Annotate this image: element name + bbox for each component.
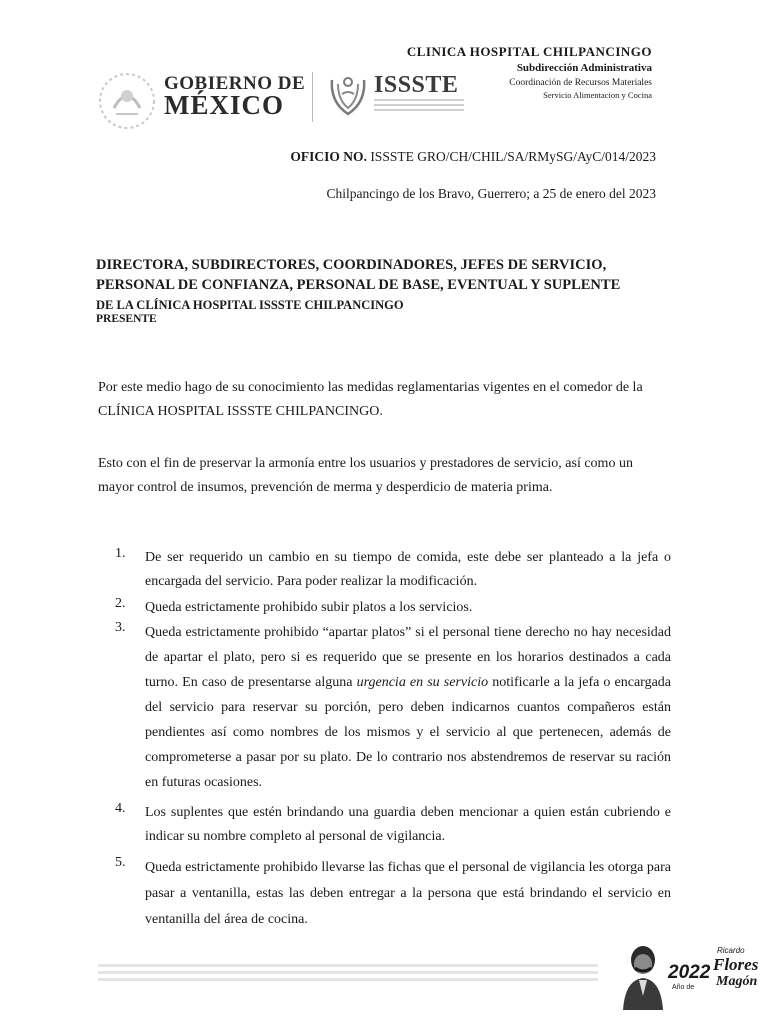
gobierno-line-1: GOBIERNO DE bbox=[164, 73, 306, 94]
body-paragraph-2: Esto con el fin de preservar la armonía entre los usuarios y prestadores de servicio, así como un mayor control de insumos, prevención de merma y desperdicio de materia prima. bbox=[98, 456, 633, 495]
list-item-text: De ser requerido un cambio en su tiempo de comida, este debe ser planteado a la jefa o encargada del servicio. Para poder realizar la modificación. bbox=[145, 550, 671, 589]
seal-ano: Año de bbox=[672, 984, 695, 991]
list-item bbox=[115, 546, 671, 594]
list-item-number: 4. bbox=[115, 801, 126, 816]
recipients-line-2: PERSONAL DE CONFIANZA, PERSONAL DE BASE, EVENTUAL Y SUPLENTE bbox=[96, 277, 621, 293]
clinic-name: CLINICA HOSPITAL CHILPANCINGO bbox=[406, 44, 652, 59]
issste-logo-text: ISSSTE bbox=[374, 72, 459, 98]
issste-logo-icon bbox=[326, 68, 370, 118]
list-item-text: Queda estrictamente prohibido llevarse las fichas que el personal de vigilancia les otorga para pasar a ventanilla, estas las deben entregar a la persona que está brindando el servicio en ventanilla del área de cocina. bbox=[145, 860, 671, 927]
seal-small-text: Ricardo bbox=[717, 946, 745, 955]
oficio-label: OFICIO NO. bbox=[290, 149, 367, 164]
list-item-number: 3. bbox=[115, 620, 126, 635]
rules-list bbox=[115, 546, 671, 933]
logo-divider bbox=[312, 72, 313, 122]
list-item-emphasis: urgencia en su servicio bbox=[356, 675, 489, 690]
recipients-line-1: DIRECTORA, SUBDIRECTORES, COORDINADORES, JEFES DE SERVICIO, bbox=[96, 257, 607, 273]
list-item-text bbox=[145, 620, 671, 795]
gobierno-line-2: MÉXICO bbox=[164, 90, 284, 120]
footer-faded-band bbox=[98, 964, 598, 986]
oficio-number bbox=[290, 149, 656, 165]
list-item bbox=[115, 596, 671, 620]
list-item bbox=[115, 855, 671, 933]
recipients-line-4: PRESENTE bbox=[96, 313, 157, 325]
seal-year: 2022 bbox=[668, 962, 711, 983]
oficio-value: ISSSTE GRO/CH/CHIL/SA/RMySG/AyC/014/2023 bbox=[370, 149, 656, 164]
coordinacion: Coordinación de Recursos Materiales bbox=[509, 78, 652, 88]
list-item-number: 5. bbox=[115, 855, 126, 870]
place-date: Chilpancingo de los Bravo, Guerrero; a 25 de enero del 2023 bbox=[326, 186, 656, 201]
list-item-number: 2. bbox=[115, 596, 126, 611]
list-item-text: Los suplentes que estén brindando una guardia deben mencionar a quien están cubriendo e indicar su nombre completo al personal de vigilancia. bbox=[145, 805, 671, 844]
list-item bbox=[115, 801, 671, 849]
list-item-text-part: notificarle a la jefa o encargada del servicio para reservar su porción, pero deben indicarnos cuantos compañeros están pendientes así como nombres de los mismos y el servicio al que pertenecen, además de comprometerse a pasar por su plato. De lo contrario nos abstendremos de reservar su ración en futuras ocasiones. bbox=[145, 675, 671, 790]
list-item-number: 1. bbox=[115, 546, 126, 561]
recipients-line-3: DE LA CLÍNICA HOSPITAL ISSSTE CHILPANCINGO bbox=[96, 298, 404, 312]
seal-name-1: Flores bbox=[713, 955, 759, 974]
subdireccion: Subdirección Administrativa bbox=[516, 62, 652, 74]
seal-name-2: Magón bbox=[716, 974, 758, 989]
issste-subtitle-faded bbox=[374, 99, 464, 119]
list-item-text: Queda estrictamente prohibido subir platos a los servicios. bbox=[145, 600, 473, 615]
list-item bbox=[115, 620, 671, 795]
gobierno-emblem-icon bbox=[96, 70, 158, 132]
body-paragraph-1: Por este medio hago de su conocimiento las medidas reglamentarias vigentes en el comedor de la CLÍNICA HOSPITAL ISSSTE CHILPANCINGO. bbox=[98, 380, 643, 419]
list-item-text-part: Queda estrictamente prohibido “apartar platos” si el personal tiene derecho no hay necesidad de apartar el plato, pero si es requerido que se presente en los horarios destinados a cada turno. En caso de presentarse alguna bbox=[145, 625, 671, 690]
servicio: Servicio Alimentacion y Cocina bbox=[543, 90, 652, 100]
portrait-icon bbox=[617, 940, 667, 1010]
